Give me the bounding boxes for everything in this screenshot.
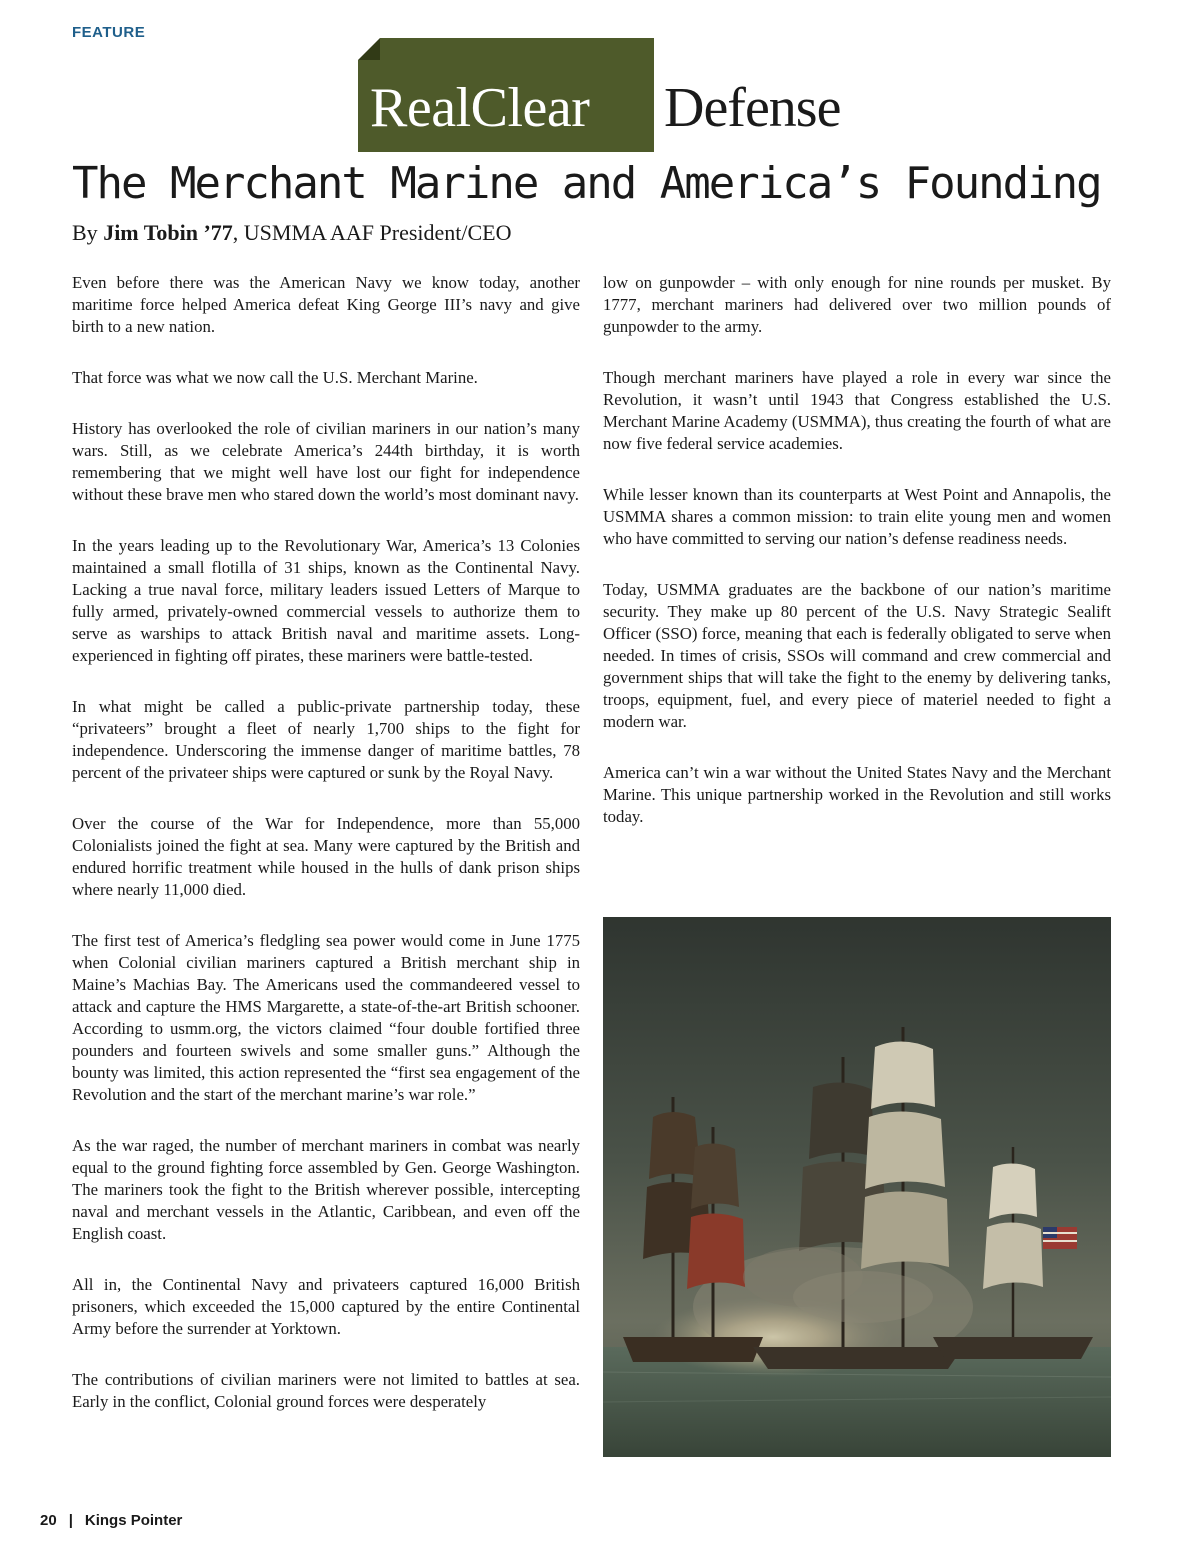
byline [72,218,512,248]
publication-name: Kings Pointer [84,1512,183,1529]
naval-battle-illustration [603,917,1111,1457]
section-tag: FEATURE [72,24,146,41]
paragraph: In the years leading up to the Revolutionary War, America’s 13 Colonies maintained a small flotilla of 31 ships, known as the Continental Navy. Lacking a true naval force, military leaders issued Letters of Marque to fully armed, privately-owned commercial vessels to authorize them to serve as warships to attack British naval and maritime assets. Long-experienced in fighting off pirates, these mariners were battle-tested. [72,536,580,665]
paragraph: All in, the Continental Navy and privateers captured 16,000 British prisoners, which exceeded the 15,000 captured by the entire Continental Army before the surrender at Yorktown. [72,1275,580,1338]
paragraph: The first test of America’s fledgling sea power would come in June 1775 when Colonial civilian mariners captured a British merchant ship in Maine’s Machias Bay. The Americans used the commandeered vessel to attack and capture the HMS Margarette, a state-of-the-art British schooner. According to usmm.org, the victors claimed “four double fortified three pounders and fourteen swivels and some smaller guns.” Although the bounty was limited, this action represented the “first sea engagement of the Revolution and the start of the merchant marine’s war role.” [72,931,580,1104]
byline-author: Jim Tobin ’77 [103,220,233,245]
paragraph: Today, USMMA graduates are the backbone of our nation’s maritime security. They make up 80 percent of the U.S. Navy Strategic Sealift Officer (SSO) force, meaning that each is federally obligated to serve when needed. In times of crisis, SSOs will command and crew commercial and government ships that will take the fight to the enemy by delivering tanks, troops, equipment, fuel, and every piece of materiel needed to fight a modern war. [603,580,1111,731]
publication-logo [358,38,878,152]
paragraph: Even before there was the American Navy we know today, another maritime force helped America defeat King George III’s navy and give birth to a new nation. [72,273,580,336]
logo-text-left: RealClear [370,77,590,139]
paragraph: In what might be called a public-private partnership today, these “privateers” brought a fleet of nearly 1,700 ships to the fight for independence. Underscoring the immense danger of maritime battles, 78 percent of the privateer ships were captured or sunk by the Royal Navy. [72,697,580,782]
paragraph: That force was what we now call the U.S. Merchant Marine. [72,368,478,387]
paragraph: Over the course of the War for Independence, more than 55,000 Colonialists joined the fight at sea. Many were captured by the British and endured horrific treatment while housed in the hulls of dank prison ships where nearly 11,000 died. [72,814,580,899]
paragraph: America can’t win a war without the United States Navy and the Merchant Marine. This unique partnership worked in the Revolution and still works today. [603,763,1111,826]
paragraph: Though merchant mariners have played a role in every war since the Revolution, it wasn’t until 1943 that Congress established the U.S. Merchant Marine Academy (USMMA), thus creating the fourth of what are now five federal service academies. [603,368,1111,453]
page-footer [40,1512,182,1529]
left-column [72,272,580,1442]
logo-fold-corner [358,38,380,60]
article-title: The Merchant Marine and America’s Founding [72,158,1101,209]
paragraph: As the war raged, the number of merchant mariners in combat was nearly equal to the ground fighting force assembled by Gen. George Washington. The mariners took the fight to the British wherever possible, intercepting naval and merchant vessels in the Atlantic, Caribbean, and even off the English coast. [72,1136,580,1243]
paragraph: While lesser known than its counterparts at West Point and Annapolis, the USMMA shares a common mission: to train elite young men and women who have committed to serving our nation’s defense readiness needs. [603,485,1111,548]
byline-prefix: By [72,220,98,245]
paragraph: low on gunpowder – with only enough for nine rounds per musket. By 1777, merchant mariners had delivered over two million pounds of gunpowder to the army. [603,273,1111,336]
footer-separator: | [68,1512,73,1529]
right-column [603,272,1111,857]
paragraph: History has overlooked the role of civilian mariners in our nation’s many wars. Still, as we celebrate America’s 244th birthday, it is worth remembering that we might well have lost our fight for independence without these brave men who stared down the world’s most dominant navy. [72,419,580,504]
byline-title: , USMMA AAF President/CEO [232,220,512,245]
page-number: 20 [40,1512,57,1529]
paragraph: The contributions of civilian mariners were not limited to battles at sea. Early in the conflict, Colonial ground forces were desperately [72,1370,580,1411]
logo-text-right: Defense [664,77,841,139]
